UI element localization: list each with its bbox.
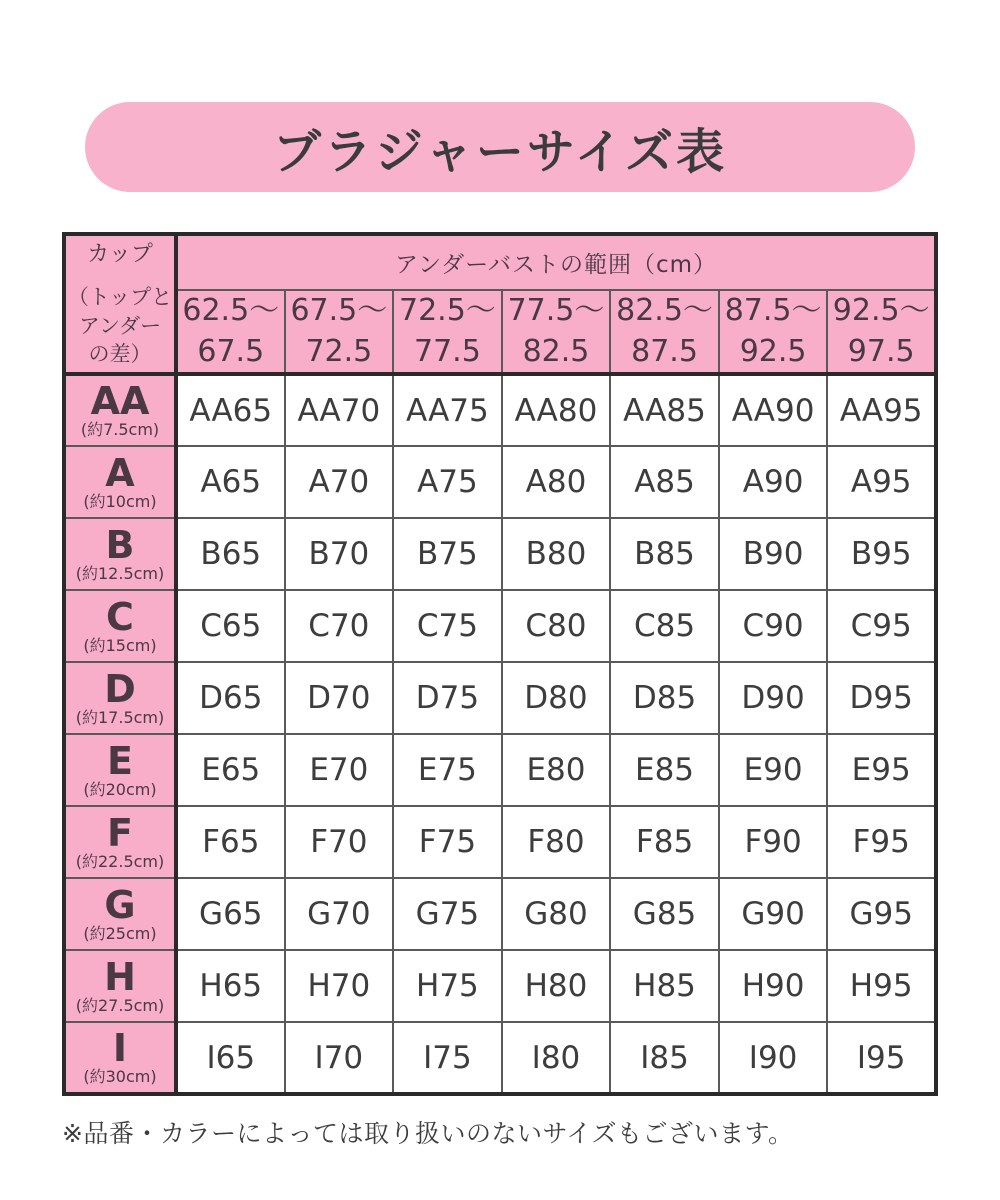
size-cell: A95 (827, 446, 936, 518)
size-cell: H80 (502, 950, 611, 1022)
size-cell: A70 (285, 446, 394, 518)
size-cell: G75 (393, 878, 502, 950)
size-cell: C80 (502, 590, 611, 662)
cup-header-cell (64, 1022, 176, 1094)
size-cell: D75 (393, 662, 502, 734)
size-cell: E95 (827, 734, 936, 806)
underbust-group-header: アンダーバストの範囲（cm） (176, 234, 936, 290)
cup-diff-note: (約25cm) (83, 923, 157, 943)
cup-letter: E (107, 738, 133, 783)
cup-diff-note: (約12.5cm) (75, 563, 165, 583)
size-cell: H85 (610, 950, 719, 1022)
size-cell: I85 (610, 1022, 719, 1094)
corner-header-cell (64, 234, 176, 374)
size-cell: H95 (827, 950, 936, 1022)
title-banner (85, 102, 915, 192)
size-row (64, 590, 936, 662)
size-cell: G65 (176, 878, 285, 950)
cup-letter: A (105, 450, 135, 495)
size-row (64, 518, 936, 590)
size-cell: I90 (719, 1022, 828, 1094)
cup-header-cell (64, 734, 176, 806)
size-cell: I70 (285, 1022, 394, 1094)
cup-letter: F (107, 810, 133, 855)
table-header (64, 234, 936, 374)
size-row (64, 950, 936, 1022)
cup-diff-note: (約17.5cm) (75, 707, 165, 727)
size-cell: E90 (719, 734, 828, 806)
size-cell: C90 (719, 590, 828, 662)
size-cell: AA80 (502, 374, 611, 446)
cup-header-cell (64, 950, 176, 1022)
size-cell: AA65 (176, 374, 285, 446)
cup-diff-note: (約27.5cm) (75, 995, 165, 1015)
cup-header-cell (64, 518, 176, 590)
size-cell: B95 (827, 518, 936, 590)
size-cell: D85 (610, 662, 719, 734)
size-cell: A65 (176, 446, 285, 518)
table-body (64, 374, 936, 1094)
size-cell: G90 (719, 878, 828, 950)
size-cell: C70 (285, 590, 394, 662)
size-cell: D95 (827, 662, 936, 734)
group-header-row (64, 234, 936, 290)
size-cell: C65 (176, 590, 285, 662)
size-cell: B90 (719, 518, 828, 590)
range-header-cell: 62.5～ 67.5 (176, 290, 285, 374)
cup-header-cell (64, 806, 176, 878)
cup-letter: AA (90, 379, 150, 424)
range-header-cell: 92.5～ 97.5 (827, 290, 936, 374)
size-row (64, 806, 936, 878)
cup-letter: C (106, 594, 134, 639)
cup-diff-note: (約20cm) (83, 779, 157, 799)
size-cell: E80 (502, 734, 611, 806)
cup-header-cell (64, 374, 176, 446)
cup-letter: D (104, 666, 136, 711)
size-row (64, 734, 936, 806)
corner-subtitle-line: （トップと (67, 285, 173, 310)
size-row (64, 446, 936, 518)
range-header-cell: 87.5～ 92.5 (719, 290, 828, 374)
range-header-cell: 67.5～ 72.5 (285, 290, 394, 374)
size-cell: H70 (285, 950, 394, 1022)
cup-diff-note: (約7.5cm) (80, 420, 160, 440)
cup-header-cell (64, 446, 176, 518)
size-cell: B65 (176, 518, 285, 590)
size-cell: I75 (393, 1022, 502, 1094)
footnote: ※品番・カラーによっては取り扱いのないサイズもございます。 (62, 1119, 794, 1148)
range-header-cell: 72.5～ 77.5 (393, 290, 502, 374)
cup-diff-note: (約15cm) (83, 635, 157, 655)
size-cell: I95 (827, 1022, 936, 1094)
size-cell: C85 (610, 590, 719, 662)
size-cell: B70 (285, 518, 394, 590)
size-cell: A80 (502, 446, 611, 518)
corner-subtitle (66, 283, 174, 368)
size-cell: B75 (393, 518, 502, 590)
size-row (64, 662, 936, 734)
cup-header-cell (64, 662, 176, 734)
size-cell: A85 (610, 446, 719, 518)
size-cell: F70 (285, 806, 394, 878)
cup-letter: B (105, 522, 135, 567)
corner-subtitle-line: の差） (88, 342, 152, 367)
size-cell: D80 (502, 662, 611, 734)
size-cell: AA95 (827, 374, 936, 446)
size-cell: A75 (393, 446, 502, 518)
size-cell: C95 (827, 590, 936, 662)
size-cell: F85 (610, 806, 719, 878)
range-header-cell: 82.5～ 87.5 (610, 290, 719, 374)
size-cell: F65 (176, 806, 285, 878)
corner-subtitle-line: アンダー (78, 313, 162, 338)
size-cell: AA70 (285, 374, 394, 446)
size-cell: I80 (502, 1022, 611, 1094)
size-cell: F80 (502, 806, 611, 878)
page-title: ブラジャーサイズ表 (272, 123, 728, 180)
cup-letter: G (104, 882, 136, 927)
size-cell: D70 (285, 662, 394, 734)
size-cell: B85 (610, 518, 719, 590)
size-cell: B80 (502, 518, 611, 590)
size-cell: G95 (827, 878, 936, 950)
bra-size-table (62, 232, 938, 1096)
cup-letter: H (104, 954, 136, 999)
cup-diff-note: (約30cm) (83, 1067, 157, 1087)
size-cell: F75 (393, 806, 502, 878)
range-header-row (64, 290, 936, 374)
size-cell: G80 (502, 878, 611, 950)
cup-letter: I (112, 1026, 128, 1071)
corner-title: カップ (87, 241, 153, 267)
size-cell: D65 (176, 662, 285, 734)
cup-header-cell (64, 878, 176, 950)
cup-header-cell (64, 590, 176, 662)
size-cell: D90 (719, 662, 828, 734)
size-cell: E75 (393, 734, 502, 806)
range-header-cell: 77.5～ 82.5 (502, 290, 611, 374)
size-cell: F95 (827, 806, 936, 878)
size-row (64, 878, 936, 950)
size-cell: E70 (285, 734, 394, 806)
size-cell: H65 (176, 950, 285, 1022)
size-cell: C75 (393, 590, 502, 662)
size-cell: AA90 (719, 374, 828, 446)
cup-diff-note: (約10cm) (83, 491, 157, 511)
size-cell: AA75 (393, 374, 502, 446)
size-cell: H90 (719, 950, 828, 1022)
size-row (64, 1022, 936, 1094)
size-cell: A90 (719, 446, 828, 518)
size-row (64, 374, 936, 446)
size-cell: F90 (719, 806, 828, 878)
size-cell: G85 (610, 878, 719, 950)
size-cell: I65 (176, 1022, 285, 1094)
size-cell: H75 (393, 950, 502, 1022)
size-cell: E65 (176, 734, 285, 806)
size-cell: AA85 (610, 374, 719, 446)
size-cell: G70 (285, 878, 394, 950)
size-cell: E85 (610, 734, 719, 806)
cup-diff-note: (約22.5cm) (75, 851, 165, 871)
